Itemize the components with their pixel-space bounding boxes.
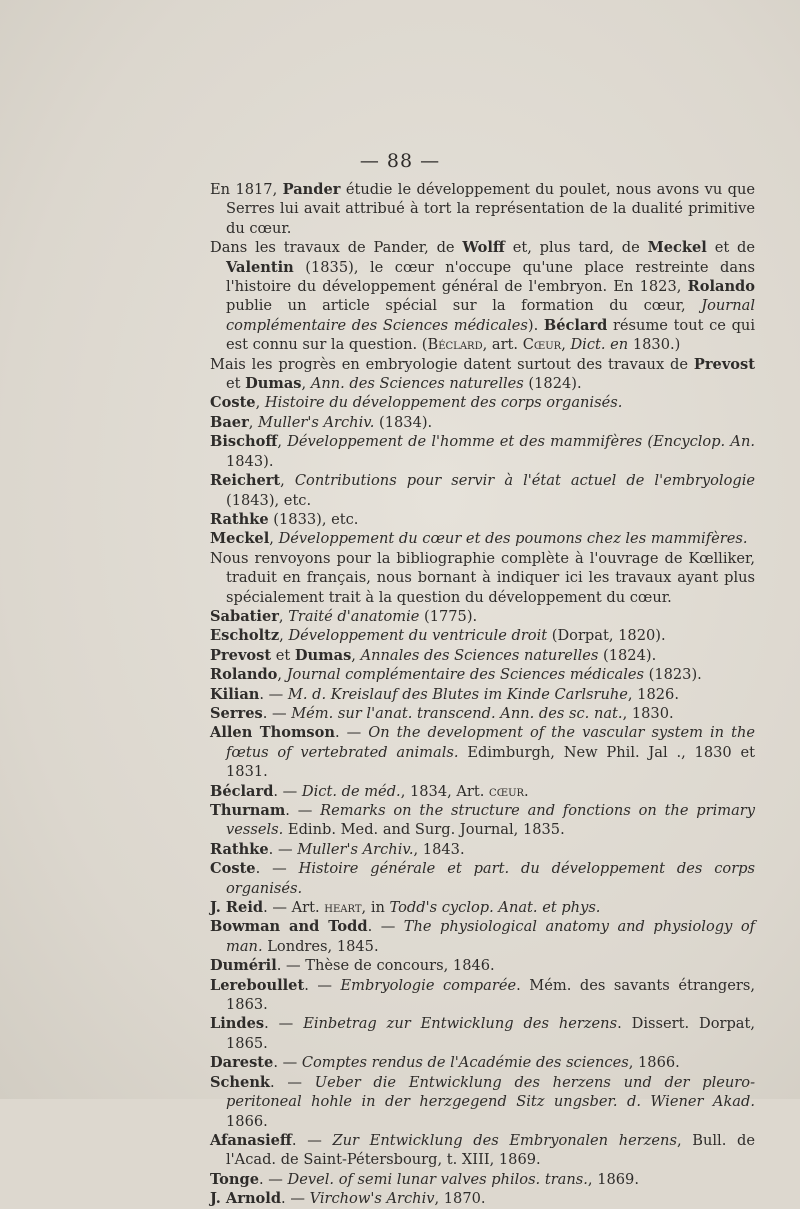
text-run: cœur [489, 782, 525, 800]
work-title: Zur Entwicklung des Embryonalen herzens [332, 1131, 677, 1149]
text-run: , in [361, 899, 390, 917]
paragraph-17 [210, 723, 755, 781]
text-run: . — [304, 976, 341, 994]
text-run: , 1834, Art. [400, 782, 490, 800]
text-run: (1833), etc. [268, 510, 359, 528]
work-title: Muller's Archiv. [258, 413, 375, 431]
text-run: heart [324, 899, 362, 917]
author-name: Rolando [687, 278, 755, 296]
author-name: Prevost [210, 646, 272, 664]
author-name: Béclard [543, 316, 608, 334]
paragraph-27 [210, 1053, 755, 1072]
paragraph-4 [210, 393, 755, 412]
paragraph-26 [210, 1014, 755, 1053]
text-run: , [279, 627, 289, 645]
text-run: (1775). [419, 607, 478, 625]
work-title: The physiological anatomy and physiology of man. [226, 918, 756, 955]
work-title: Histoire générale et part. du développement des corps organisés. [226, 860, 756, 897]
author-name: Reichert [210, 472, 281, 490]
author-name: J. Arnold [210, 1190, 282, 1208]
author-name: Allen Thomson [210, 724, 335, 742]
author-name: Dareste [210, 1054, 274, 1072]
text-run: . Mém. des savants étrangers, 1863. [226, 976, 755, 1014]
text-run: publie un article spécial sur la formation du cœur, [226, 297, 702, 315]
text-run: (1834). [374, 413, 433, 431]
author-name: Prevost [693, 355, 755, 373]
author-name: Bischoff [210, 433, 278, 451]
paragraph-22 [210, 898, 755, 917]
text-run: . — [262, 704, 292, 722]
paragraph-10 [210, 549, 755, 607]
work-title: Journal complémentaire des Sciences médicales [286, 666, 644, 684]
text-run: . — [334, 724, 369, 742]
author-name: Lereboullet [210, 976, 305, 994]
author-name: Coste [210, 860, 256, 878]
work-title: M. d. Kreislauf des Blutes im Kinde Carlsruhe [287, 685, 628, 703]
paragraph-6 [210, 432, 755, 471]
text-run: , 1826. [627, 685, 679, 703]
text-run: Mais les progrès en embryologie datent surtout des travaux de [210, 355, 694, 373]
text-run: , Bull. de l'Acad. de Saint-Pétersbourg, t. XIII, 1869. [226, 1131, 756, 1169]
text-run: . — [270, 1073, 315, 1091]
author-name: Sabatier [210, 607, 279, 625]
page-number: — 88 — [359, 150, 441, 172]
work-title: Traité d'anatomie [288, 607, 420, 625]
text-run: 1866. [226, 1112, 268, 1130]
paragraph-3 [210, 355, 755, 394]
text-run: . — [291, 1131, 333, 1149]
work-title: Ueber die Entwicklung des herzens und der pleuro-peritoneal hohle in der herzgegend Sitz ungsber. d. Wiener Akad. [226, 1073, 755, 1111]
paragraph-23 [210, 917, 755, 956]
text-run: , [351, 646, 361, 664]
paragraph-14 [210, 665, 755, 684]
author-name: Bowman and Todd [210, 918, 368, 936]
text-run: . — [268, 840, 298, 858]
author-name: Dumas [294, 646, 352, 664]
author-name: Duméril [210, 957, 277, 975]
text-run: Nous renvoyons pour la bibliographie complète à l'ouvrage de Kœlliker, traduit en français, nous bornant à indiquer ici les travaux ayant plus spécialement trait à la question du développement du cœur. [210, 549, 755, 606]
paragraph-30 [210, 1170, 755, 1189]
text-run: , [277, 666, 287, 684]
paragraph-20 [210, 840, 755, 859]
text-run: . — Thèse de concours, 1846. [276, 957, 495, 975]
paragraph-28 [210, 1073, 755, 1131]
text-run: . — [367, 918, 404, 936]
paragraph-8 [210, 510, 755, 529]
text-run: Dans les travaux de Pander, de [210, 239, 463, 257]
work-title: Mém. sur l'anat. transcend. Ann. des sc. nat. [291, 704, 623, 722]
text-run: Londres, 1845. [262, 937, 379, 955]
paragraph-9 [210, 529, 755, 548]
author-name: Kilian [210, 685, 260, 703]
text-run: . [524, 782, 529, 800]
author-name: Coste [210, 394, 256, 412]
work-title: Dict. de méd. [301, 782, 401, 800]
text-run: ). [527, 316, 544, 334]
text-run: . — [259, 685, 288, 703]
author-name: Valentin [226, 258, 294, 276]
work-title: Einbetrag zur Entwicklung des herzens [303, 1015, 618, 1033]
author-name: Afanasieff [210, 1131, 292, 1149]
author-name: Pander [282, 181, 341, 198]
text-run: (Dorpat, 1820). [547, 627, 666, 645]
text-run: , 1830. [622, 704, 674, 722]
paragraph-25 [210, 976, 755, 1015]
work-title: Devel. of semi lunar valves philos. trans. [287, 1170, 588, 1188]
author-name: Tonge [210, 1170, 260, 1188]
author-name: Escholtz [210, 627, 280, 645]
text-run: , [277, 433, 288, 451]
text-run: 1843). [226, 452, 274, 470]
text-run: (1823). [644, 666, 702, 684]
work-title: Todd's cyclop. Anat. et phys. [389, 899, 601, 917]
text-run: , [301, 375, 311, 393]
work-title: Développement du ventricule droit [288, 627, 548, 645]
text-run: et de [706, 239, 756, 257]
work-title: Contributions pour servir à l'état actuel de l'embryologie [294, 472, 756, 490]
author-name: Meckel [647, 239, 707, 257]
text-run: Béclard [427, 336, 483, 354]
work-title: Comptes rendus de l'Académie des sciences [301, 1054, 629, 1072]
paragraph-5 [210, 413, 755, 432]
text-run: . — [273, 1054, 302, 1072]
work-title: Embryologie comparée [340, 976, 517, 994]
author-name: Lindes [210, 1015, 265, 1033]
text-run: étudie le développement du poulet, nous avons vu que Serres lui avait attribué à tort la représentation de la dualité primitive du cœur. [226, 181, 756, 237]
text-run: et [226, 375, 246, 393]
work-title: Journal complémentaire des Sciences médicales [226, 297, 755, 334]
paragraph-19 [210, 801, 755, 840]
text-run: Edinb. Med. and Surg. Journal, 1835. [283, 821, 565, 839]
text-run: , [269, 530, 279, 548]
work-title: Muller's Archiv. [297, 840, 414, 858]
author-name: J. Reid [210, 899, 264, 917]
paragraph-11 [210, 607, 755, 626]
text-run: Edimburgh, New Phil. Jal ., 1830 et 1831. [226, 743, 755, 781]
paragraph-15 [210, 685, 755, 704]
text-run: 1830.) [628, 336, 681, 354]
author-name: Meckel [210, 530, 270, 548]
text-run: , 1866. [628, 1054, 680, 1072]
text-run: , [278, 607, 289, 625]
paragraph-31 [210, 1189, 755, 1208]
author-name: Wolff [462, 239, 505, 257]
text-run: (1835), le cœur n'occupe qu'une place restreinte dans l'histoire du développement général de l'embryon. En 1823, [226, 258, 755, 296]
text-run: . — Art. [263, 899, 325, 917]
text-run: . — [255, 860, 299, 878]
work-title: Remarks on the structure and fonctions on the primary vessels. [226, 802, 756, 839]
text-run: . — [259, 1170, 288, 1188]
paragraph-18 [210, 782, 755, 801]
text-run: Cœur [522, 336, 562, 354]
text-run: . — [285, 802, 321, 819]
bibliography-text [210, 180, 755, 1209]
text-run: , [248, 413, 259, 431]
author-name: Schenk [210, 1073, 271, 1091]
text-run: , 1843. [413, 840, 465, 858]
text-run: et [271, 646, 295, 664]
author-name: Serres [210, 704, 263, 722]
text-run: (1824). [598, 646, 657, 664]
paragraph-7 [210, 471, 755, 510]
text-run: . — [264, 1015, 304, 1033]
text-run: (1843), etc. [226, 491, 312, 509]
paragraph-12 [210, 626, 755, 645]
work-title: Développement de l'homme et des mammifères (Encyclop. An. [287, 433, 756, 451]
paragraph-16 [210, 704, 755, 723]
paragraph-1 [210, 180, 755, 238]
text-run: . Dissert. Dorpat, 1865. [226, 1015, 756, 1052]
text-run: , [561, 336, 571, 354]
author-name: Baer [210, 413, 249, 431]
text-run: . — [281, 1190, 310, 1208]
work-title: Développement du cœur et des poumons chez les mammifères. [278, 530, 748, 548]
paragraph-2 [210, 238, 755, 354]
text-run: et, plus tard, de [504, 239, 648, 257]
paragraph-24 [210, 956, 755, 975]
text-run: résume tout ce qui est connu sur la question. ( [226, 316, 755, 354]
text-run: , [280, 472, 295, 490]
author-name: Dumas [245, 375, 302, 393]
author-name: Rolando [210, 666, 278, 684]
text-run: , 1869. [587, 1170, 639, 1188]
author-name: Rathke [210, 510, 269, 528]
text-run: , 1870. [434, 1190, 486, 1208]
work-title: Virchow's Archiv [309, 1190, 435, 1208]
work-title: On the development of the vascular system in the fœtus of vertebrated animals. [226, 724, 755, 761]
paragraph-29 [210, 1131, 755, 1170]
work-title: Annales des Sciences naturelles [360, 646, 599, 664]
author-name: Rathke [210, 840, 269, 858]
paragraph-21 [210, 859, 755, 898]
work-title: Histoire du développement des corps organisés. [264, 394, 623, 412]
author-name: Thurnam [210, 802, 286, 819]
text-run: , art. [482, 336, 523, 354]
text-run: . — [273, 782, 302, 800]
author-name: Béclard [210, 782, 274, 800]
text-run: (1824). [523, 375, 582, 393]
text-run: En 1817, [210, 181, 283, 198]
work-title: Dict. en [570, 336, 629, 354]
work-title: Ann. des Sciences naturelles [310, 375, 524, 393]
paragraph-13 [210, 646, 755, 665]
text-run: , [255, 394, 265, 412]
